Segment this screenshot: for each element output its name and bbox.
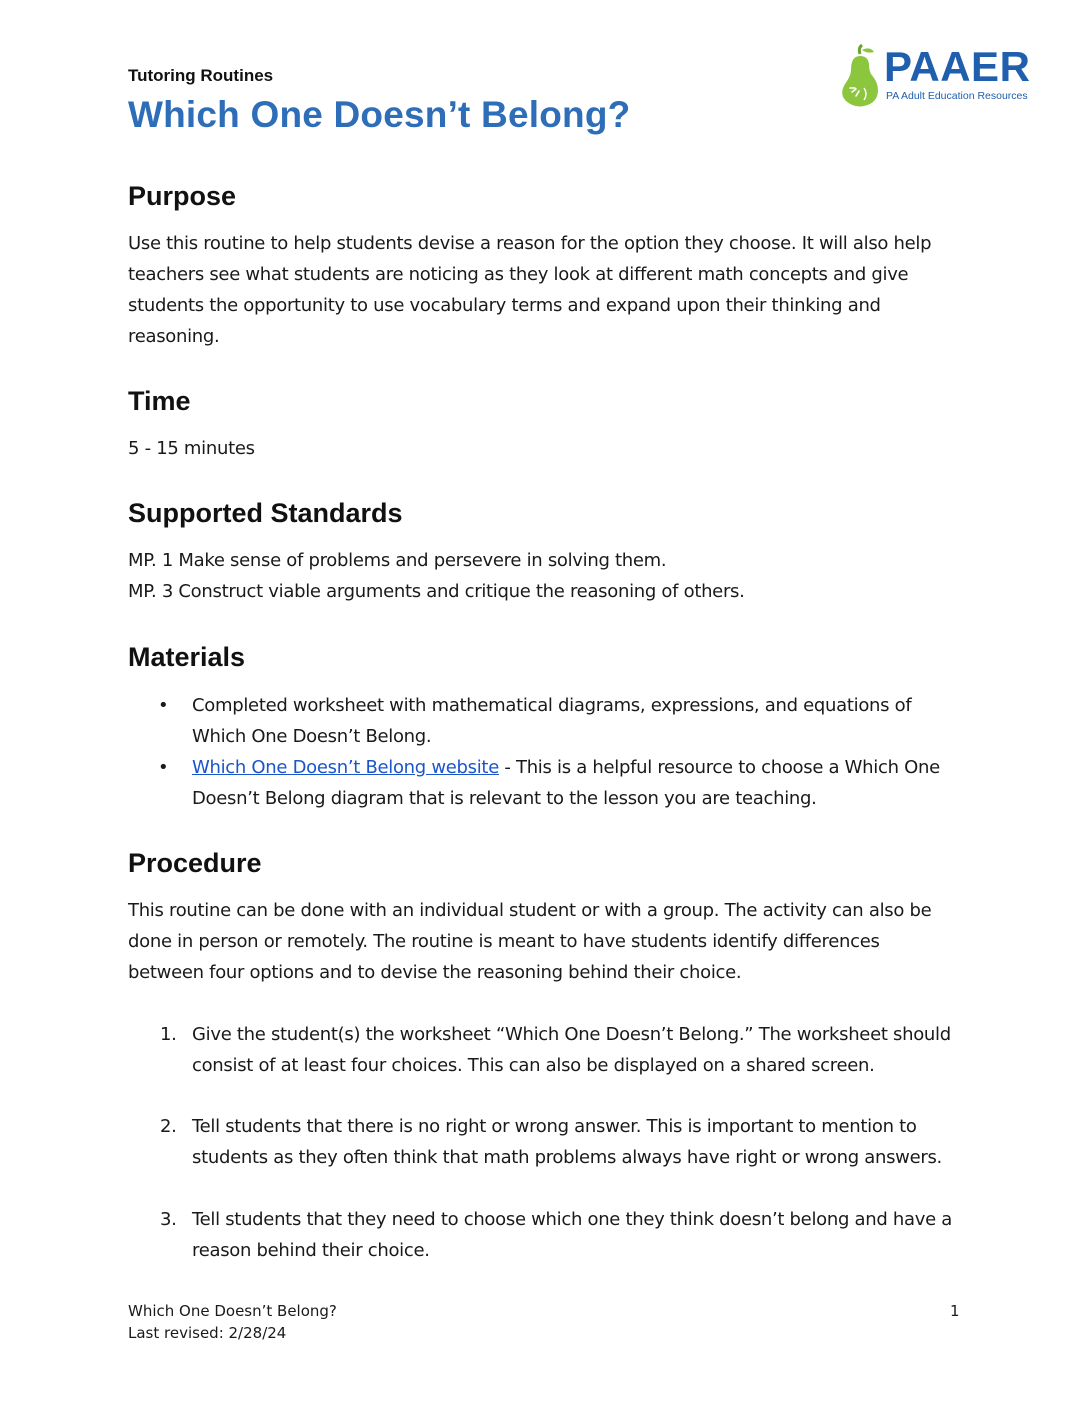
list-item (128, 1204, 958, 1266)
standard-item: MP. 1 Make sense of problems and persevere in solving them. (128, 550, 667, 571)
logo-wordmark: PAAER (884, 43, 1031, 90)
list-item (128, 1111, 958, 1173)
list-item (128, 690, 958, 752)
paaer-logo (838, 44, 1043, 108)
step-text: Tell students that there is no right or wrong answer. This is important to mention to students as they often think that math problems always have right or wrong answers. (192, 1116, 942, 1168)
time-text: 5 - 15 minutes (128, 438, 255, 459)
pear-icon (838, 44, 884, 108)
step-text: Give the student(s) the worksheet “Which One Doesn’t Belong.” The worksheet should consist of at least four choices. This can also be displayed on a shared screen. (192, 1024, 951, 1076)
page-title: Which One Doesn’t Belong? (128, 94, 631, 135)
bullet-icon: • (158, 695, 169, 716)
materials-list (128, 690, 958, 814)
list-item (128, 1019, 958, 1081)
step-number: 1. (160, 1024, 177, 1045)
footer-doc-title: Which One Doesn’t Belong? (128, 1302, 337, 1320)
step-number: 2. (160, 1116, 177, 1137)
procedure-steps (128, 1204, 958, 1266)
standards-heading: Supported Standards (128, 498, 403, 528)
materials-heading: Materials (128, 642, 246, 672)
footer-revised-date: Last revised: 2/28/24 (128, 1324, 287, 1342)
wodb-website-link[interactable]: Which One Doesn’t Belong website (192, 757, 499, 778)
step-text: Tell students that they need to choose which one they think doesn’t belong and have a reason behind their choice. (192, 1209, 953, 1261)
page-number: 1 (950, 1302, 960, 1320)
standard-item: MP. 3 Construct viable arguments and critique the reasoning of others. (128, 581, 745, 602)
purpose-text: Use this routine to help students devise a reason for the option they choose. It will also help teachers see what students are noticing as they look at different math concepts and give students the opportunity to use vocabulary terms and expand upon their thinking and reasoning. (128, 233, 932, 347)
step-number: 3. (160, 1209, 177, 1230)
bullet-icon: • (158, 757, 169, 778)
procedure-steps (128, 1111, 958, 1173)
procedure-intro: This routine can be done with an individual student or with a group. The activity can also be done in person or remotely. The routine is meant to have students identify differences between four options and to devise the reasoning behind their choice. (128, 900, 932, 983)
procedure-steps (128, 1019, 958, 1081)
time-heading: Time (128, 386, 191, 416)
materials-item-text: - This is a helpful resource to choose a Which One Doesn’t Belong diagram that is relevant to the lesson you are teaching. (192, 757, 940, 809)
purpose-heading: Purpose (128, 181, 237, 211)
logo-subtitle: PA Adult Education Resources (886, 90, 1028, 102)
series-label: Tutoring Routines (128, 66, 274, 85)
materials-item-text: Completed worksheet with mathematical diagrams, expressions, and equations of Which One Doesn’t Belong. (192, 695, 912, 747)
list-item (128, 752, 958, 814)
procedure-heading: Procedure (128, 848, 262, 878)
